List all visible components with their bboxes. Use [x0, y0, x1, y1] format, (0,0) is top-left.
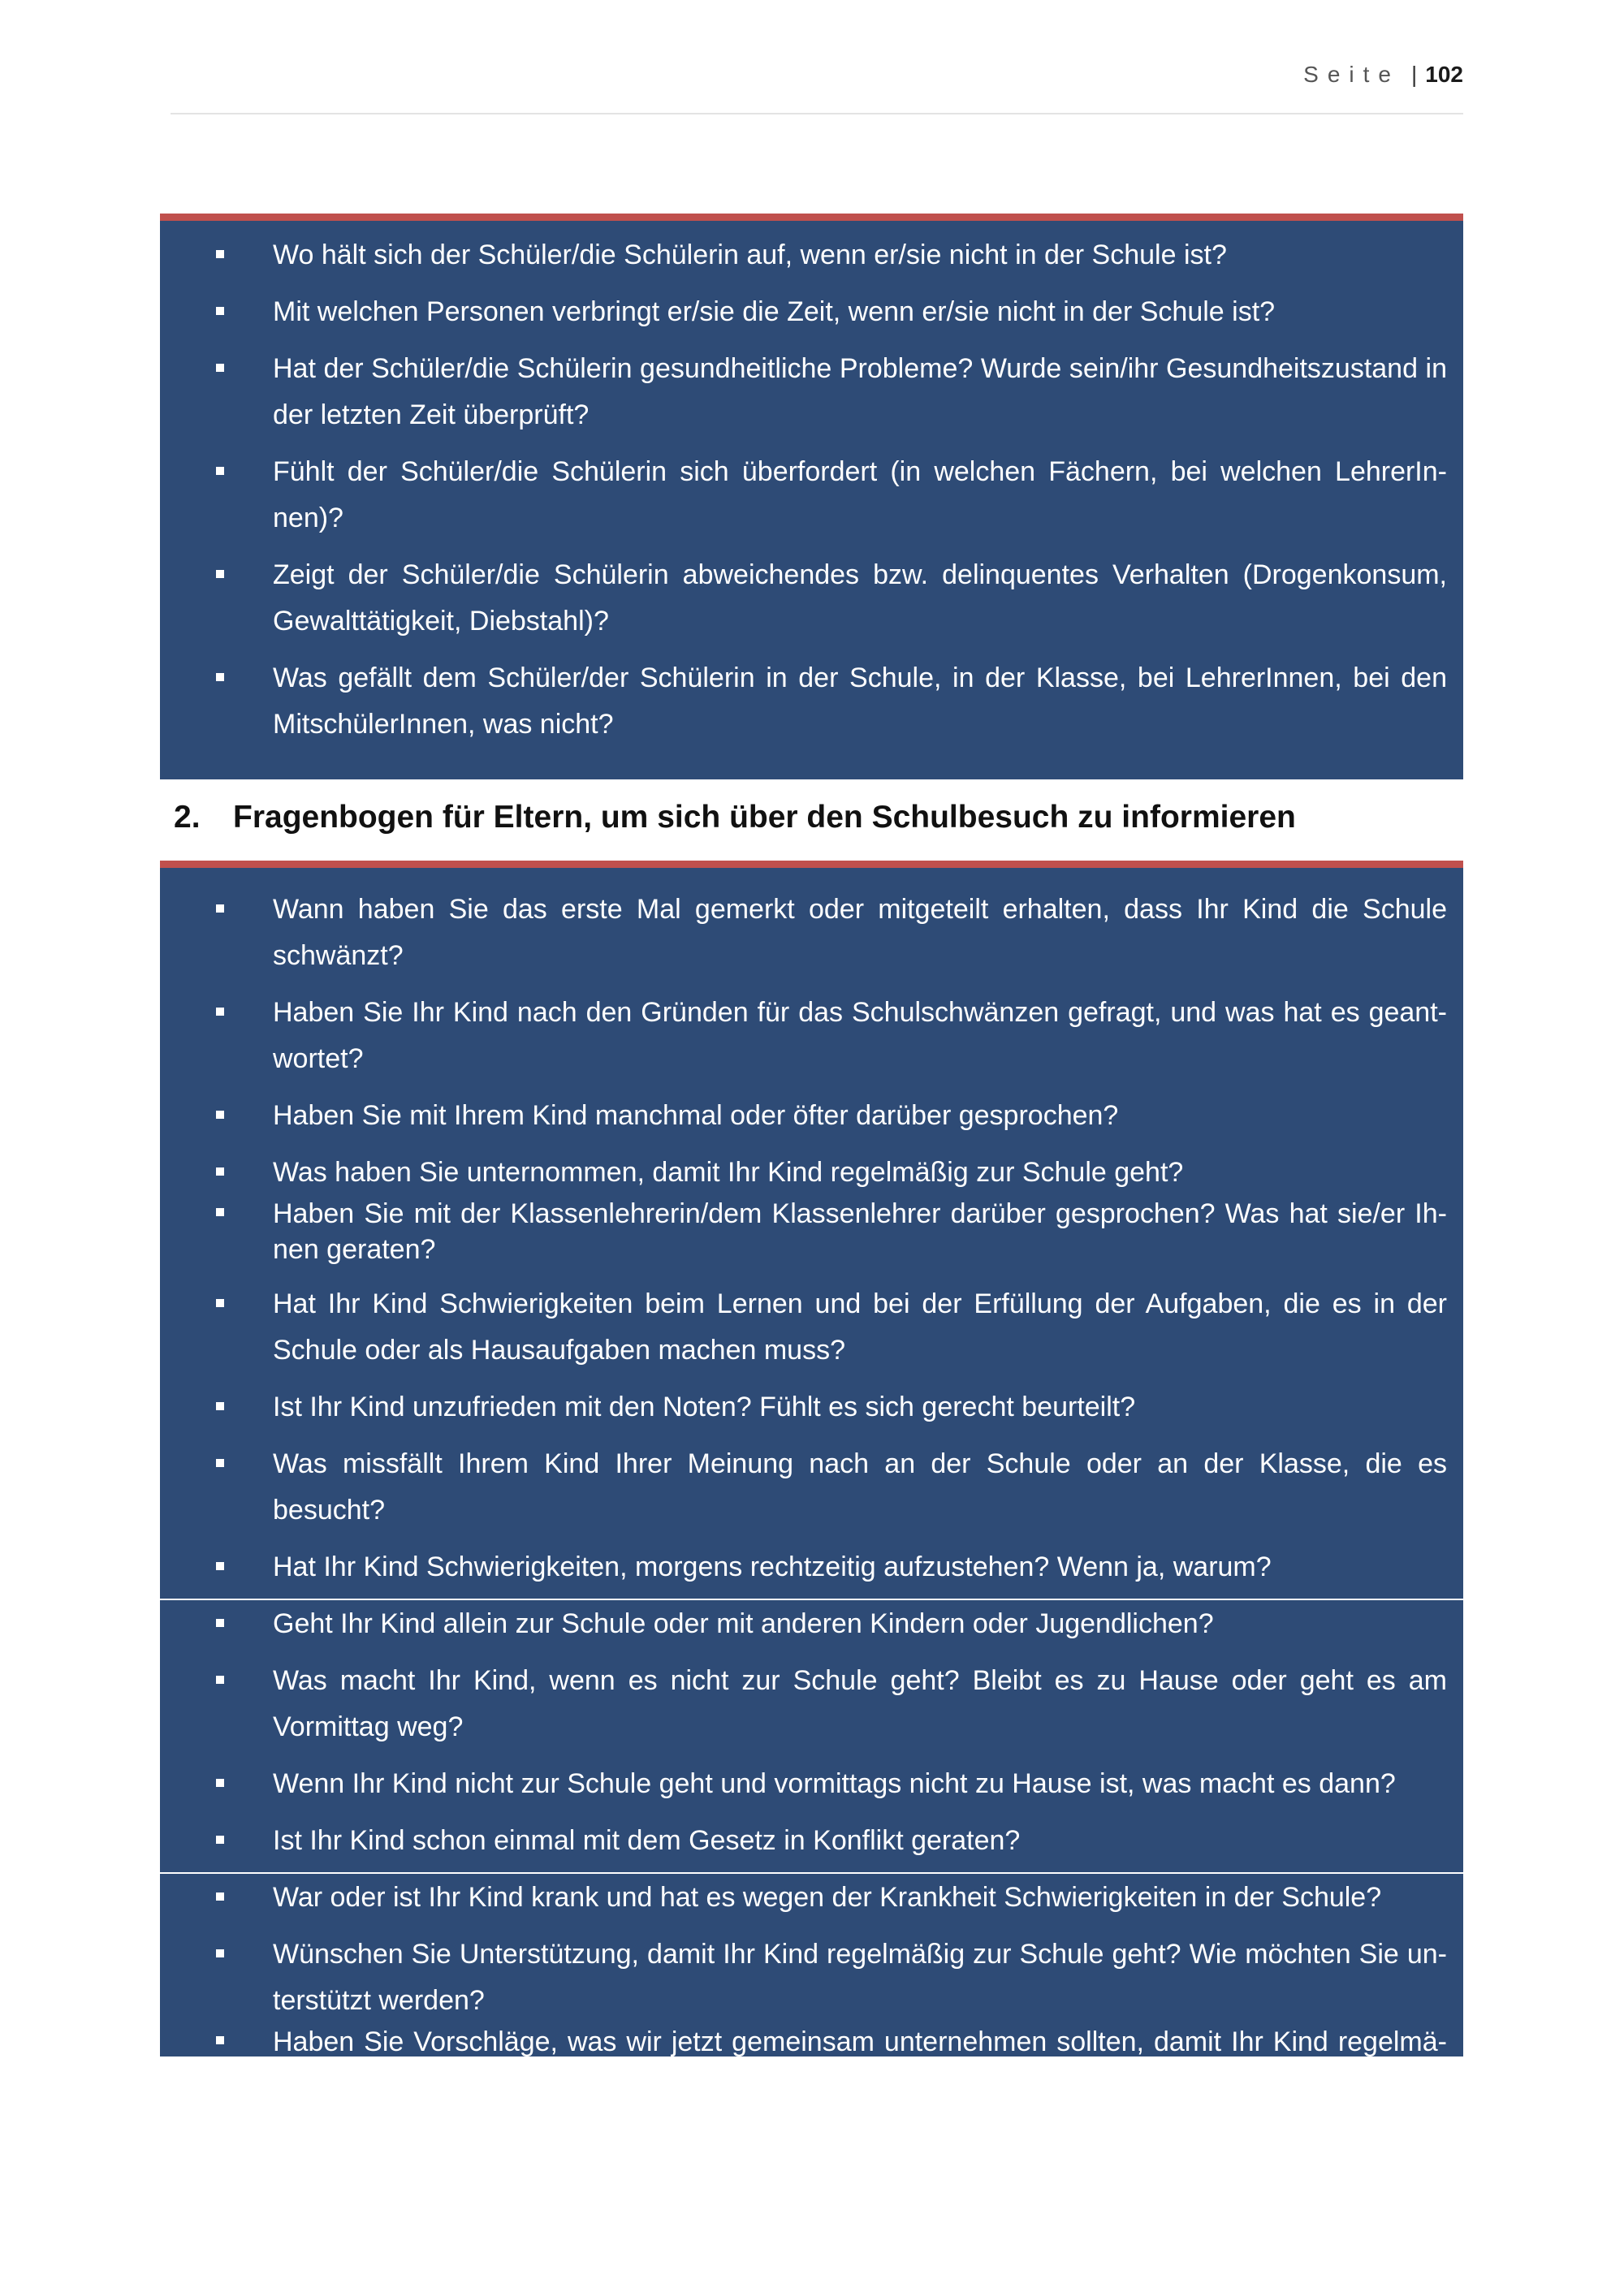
list-item: Wenn Ihr Kind nicht zur Schule geht und vormittags nicht zu Hause ist, was macht es dann? [160, 1761, 1463, 1807]
page-separator: | [1411, 62, 1418, 87]
question-box-students [160, 214, 1463, 779]
square-bullet-icon [216, 1619, 224, 1627]
box-divider [160, 1872, 1463, 1874]
square-bullet-icon [216, 1167, 224, 1176]
section-number: 2. [174, 800, 201, 835]
list-item: Haben Sie Vorschläge, was wir jetzt gemeinsam unternehmen sollten, damit Ihr Kind regelmäßig zur Schule geht? [160, 2024, 1463, 2095]
square-bullet-icon [216, 467, 224, 475]
list-item: Haben Sie mit der Klassenlehrerin/dem Klassenlehrer darüber gesprochen? Was hat sie/er Ihnen geraten? [160, 1196, 1463, 1267]
square-bullet-icon [216, 1459, 224, 1467]
square-bullet-icon [216, 307, 224, 315]
square-bullet-icon [216, 1562, 224, 1570]
square-bullet-icon [216, 904, 224, 913]
list-item: Zeigt der Schüler/die Schülerin abweichendes bzw. delinquentes Verhalten (Drogenkonsum, Gewalttätigkeit, Diebstahl)? [160, 552, 1463, 645]
square-bullet-icon [216, 250, 224, 258]
square-bullet-icon [216, 673, 224, 681]
list-item: Haben Sie Ihr Kind nach den Gründen für das Schulschwänzen gefragt, und was hat es geantwortet? [160, 990, 1463, 1082]
square-bullet-icon [216, 1779, 224, 1787]
page-label: Seite [1303, 62, 1400, 87]
square-bullet-icon [216, 1892, 224, 1901]
list-item: Ist Ihr Kind schon einmal mit dem Gesetz in Konflikt geraten? [160, 1818, 1463, 1864]
list-item: Hat Ihr Kind Schwierigkeiten, morgens rechtzeitig aufzustehen? Wenn ja, warum? [160, 1544, 1463, 1590]
square-bullet-icon [216, 2036, 224, 2044]
list-item: Was macht Ihr Kind, wenn es nicht zur Schule geht? Bleibt es zu Hause oder geht es am Vormittag weg? [160, 1658, 1463, 1750]
list-item: Wo hält sich der Schüler/die Schülerin auf, wenn er/sie nicht in der Schule ist? [160, 232, 1463, 278]
square-bullet-icon [216, 1949, 224, 1957]
parent-question-list [160, 887, 1463, 2095]
page-number: 102 [1425, 62, 1463, 87]
question-box-parents [160, 861, 1463, 2093]
square-bullet-icon [216, 1402, 224, 1410]
list-item: Was gefällt dem Schüler/der Schülerin in der Schule, in der Klasse, bei LehrerInnen, bei den MitschülerInnen, was nicht? [160, 655, 1463, 748]
square-bullet-icon [216, 364, 224, 372]
box-divider [160, 1599, 1463, 1600]
list-item: Geht Ihr Kind allein zur Schule oder mit anderen Kindern oder Jugendlichen? [160, 1601, 1463, 1647]
list-item: Wünschen Sie Unterstützung, damit Ihr Kind regelmäßig zur Schule geht? Wie möchten Sie unterstützt werden? [160, 1931, 1463, 2024]
section-heading [174, 800, 1296, 835]
list-item: Hat der Schüler/die Schülerin gesundheitliche Probleme? Wurde sein/ihr Gesundheitszustand in der letzten Zeit überprüft? [160, 346, 1463, 438]
square-bullet-icon [216, 1836, 224, 1844]
square-bullet-icon [216, 1208, 224, 1216]
square-bullet-icon [216, 1299, 224, 1307]
list-item: Haben Sie mit Ihrem Kind manchmal oder öfter darüber gesprochen? [160, 1093, 1463, 1139]
page-header [171, 62, 1463, 88]
list-item: Was missfällt Ihrem Kind Ihrer Meinung nach an der Schule oder an der Klasse, die es besucht? [160, 1441, 1463, 1534]
list-item: Was haben Sie unternommen, damit Ihr Kind regelmäßig zur Schule geht? [160, 1150, 1463, 1196]
list-item: Wann haben Sie das erste Mal gemerkt oder mitgeteilt erhalten, dass Ihr Kind die Schule schwänzt? [160, 887, 1463, 979]
square-bullet-icon [216, 1008, 224, 1016]
header-divider [171, 113, 1463, 114]
student-question-list [160, 232, 1463, 748]
square-bullet-icon [216, 1676, 224, 1684]
square-bullet-icon [216, 570, 224, 578]
list-item: Fühlt der Schüler/die Schülerin sich überfordert (in welchen Fächern, bei welchen LehrerInnen)? [160, 449, 1463, 542]
list-item: Hat Ihr Kind Schwierigkeiten beim Lernen und bei der Erfüllung der Aufgaben, die es in der Schule oder als Hausaufgaben machen muss? [160, 1281, 1463, 1374]
list-item: Ist Ihr Kind unzufrieden mit den Noten? Fühlt es sich gerecht beurteilt? [160, 1384, 1463, 1431]
square-bullet-icon [216, 1111, 224, 1119]
list-item: Mit welchen Personen verbringt er/sie die Zeit, wenn er/sie nicht in der Schule ist? [160, 289, 1463, 335]
list-item: War oder ist Ihr Kind krank und hat es wegen der Krankheit Schwierigkeiten in der Schule? [160, 1875, 1463, 1921]
section-title: Fragenbogen für Eltern, um sich über den Schulbesuch zu informieren [233, 800, 1296, 835]
